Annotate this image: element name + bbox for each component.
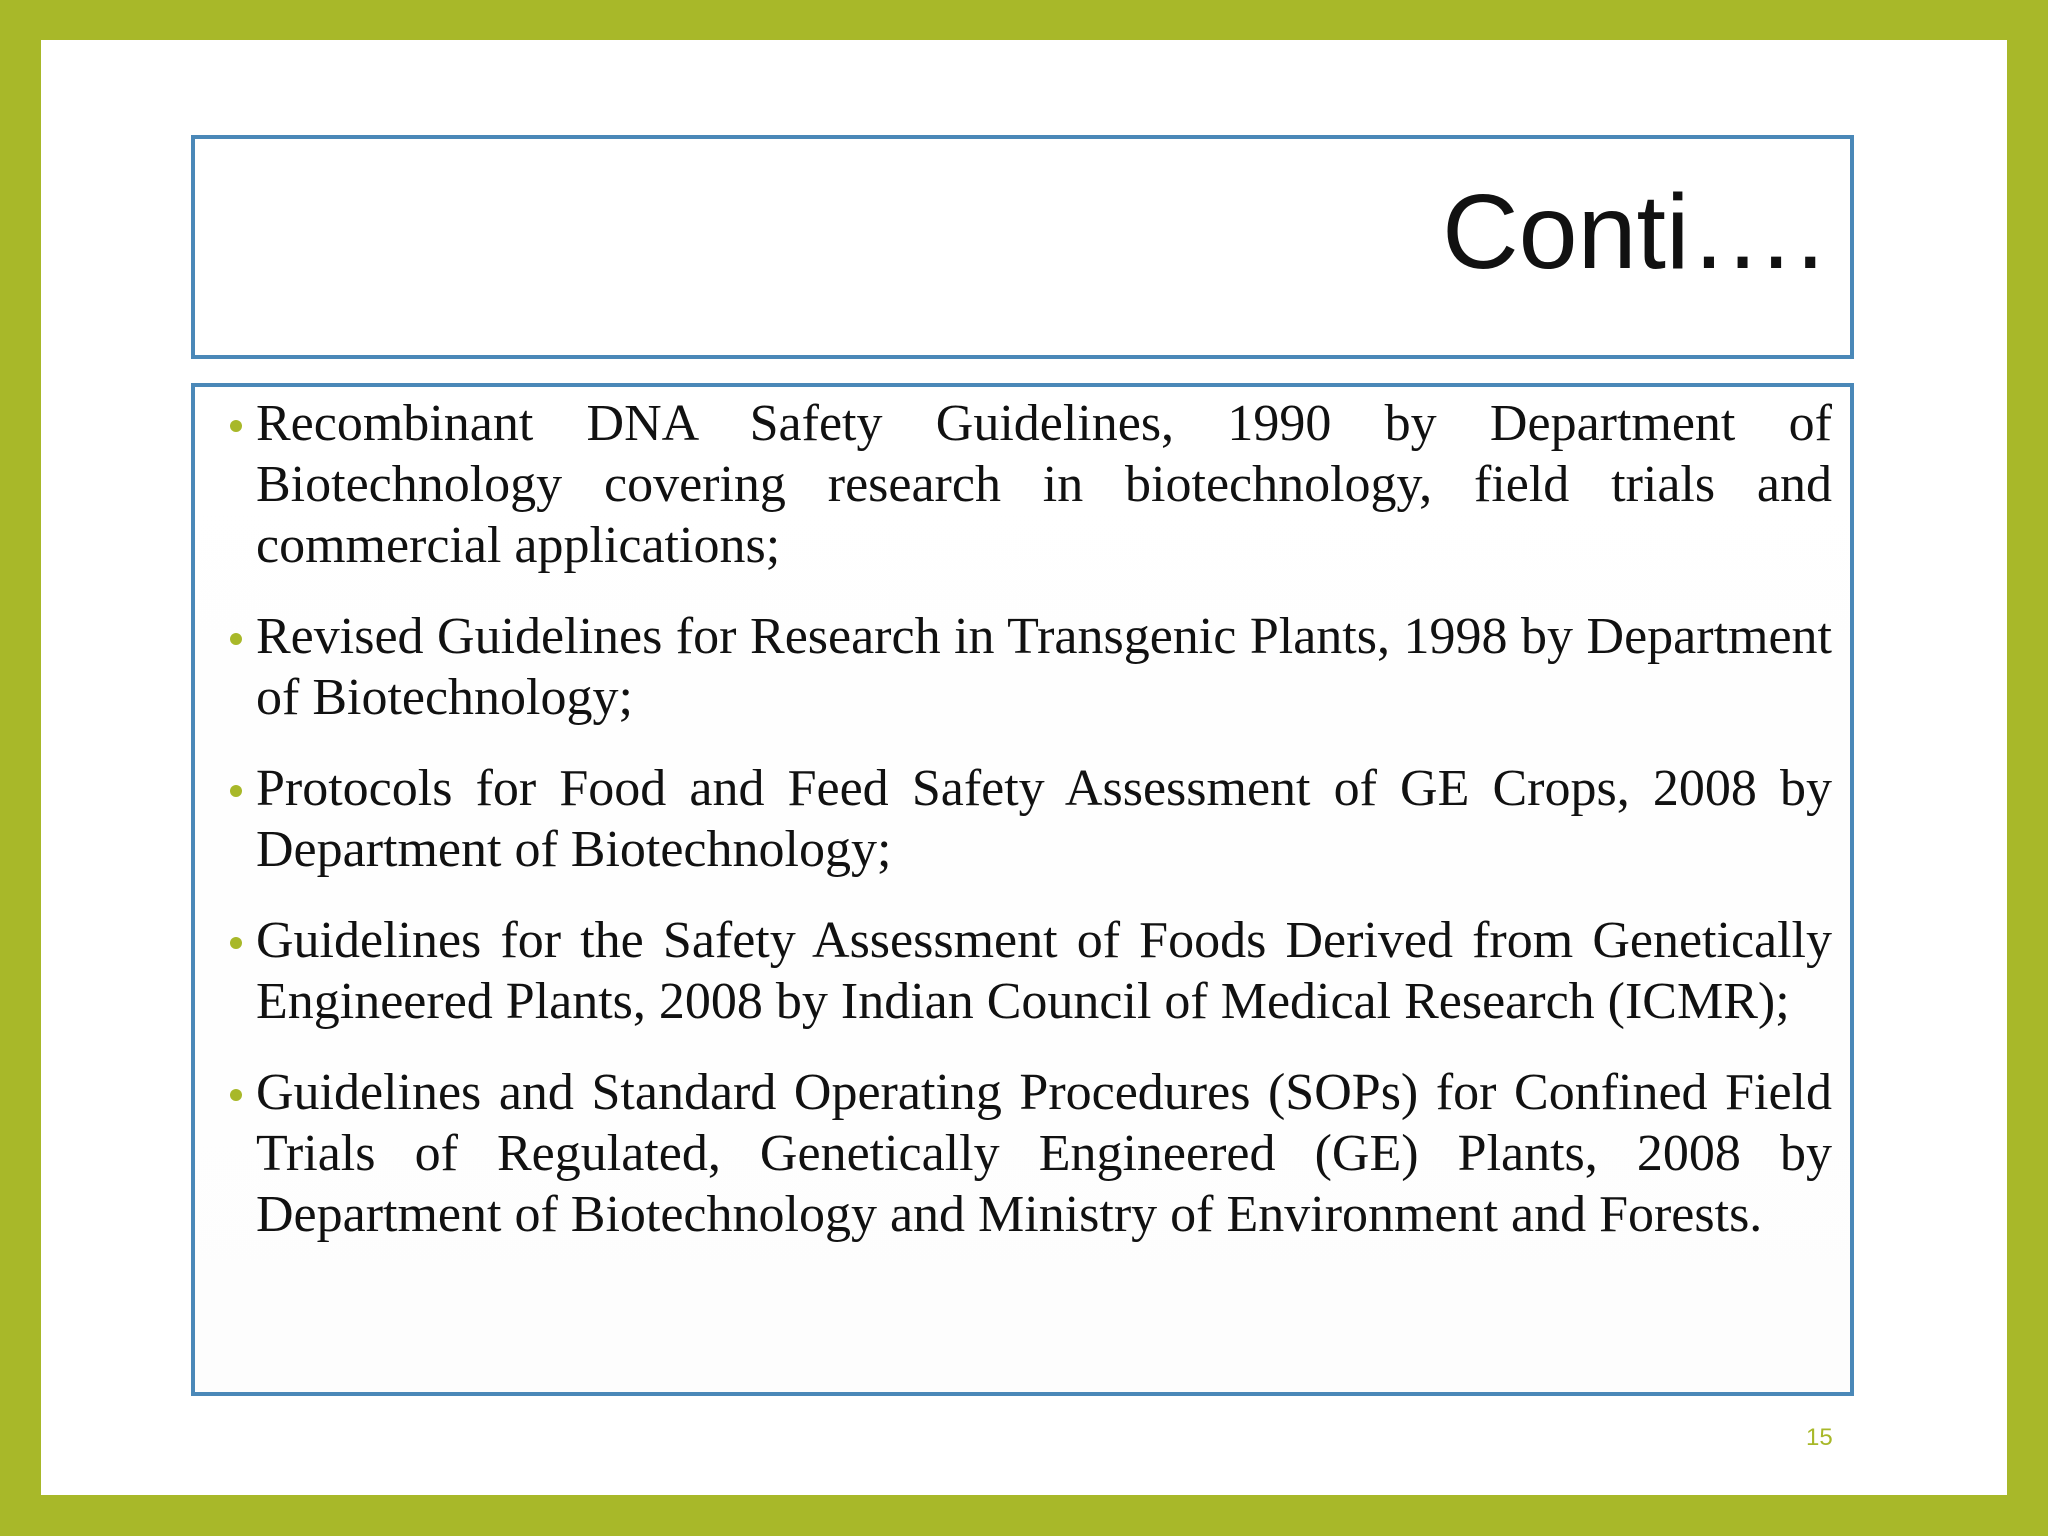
list-item-text: Protocols for Food and Feed Safety Assessment of GE Crops, 2008 by Department of Biotechnology; [256,760,1832,878]
list-item-text: Revised Guidelines for Research in Transgenic Plants, 1998 by Department of Biotechnology; [256,608,1832,726]
bullet-icon [230,785,242,797]
content-box [191,383,1854,1396]
bullet-icon [230,1089,242,1101]
bullet-list [195,387,1850,1245]
list-item-text: Guidelines for the Safety Assessment of Foods Derived from Genetically Engineered Plants, 2008 by Indian Council of Medical Research (ICMR); [256,912,1832,1030]
list-item-text: Recombinant DNA Safety Guidelines, 1990 by Department of Biotechnology covering research in biotechnology, field trials and commercial applications; [256,395,1832,574]
list-item [256,910,1832,1032]
slide-title: Conti…. [1442,173,1825,291]
list-item [256,758,1832,880]
page-number: 15 [1806,1424,1833,1451]
bullet-icon [230,937,242,949]
title-box [191,135,1854,359]
bullet-icon [230,633,242,645]
bullet-icon [230,420,242,432]
list-item [256,1062,1832,1245]
list-item [256,606,1832,728]
list-item-text: Guidelines and Standard Operating Procedures (SOPs) for Confined Field Trials of Regulated, Genetically Engineered (GE) Plants, 2008 by Department of Biotechnology and Ministry of Environment and Forests. [256,1064,1832,1243]
list-item [256,393,1832,576]
